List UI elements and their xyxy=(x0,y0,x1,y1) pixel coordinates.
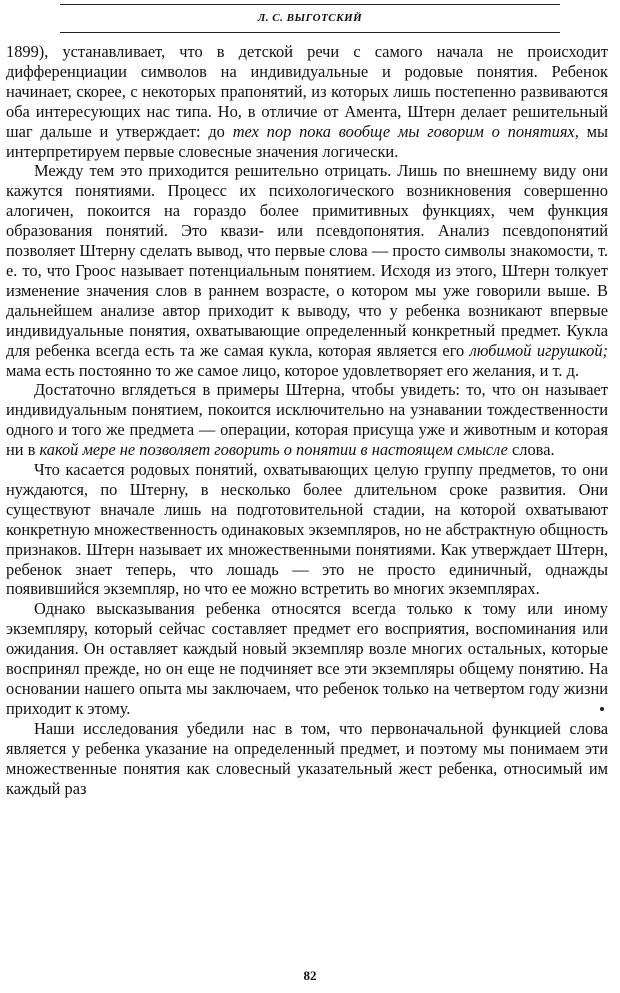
running-title: Л. С. ВЫГОТСКИЙ xyxy=(257,12,363,24)
text-run: Что касается родовых понятий, охватывающих целую группу предметов, то они нуждаются, по Штерну, в несколько более длительном сроке развития. Они существуют вначале лишь на подготовительной стадии, на которой охватывают конкретную множественность одинаковых экземпляров, но не абстрактную общность признаков. Штерн называет их множественными понятиями. Как утверждает Штерн, ребенок знает теперь, что лошадь — это не просто единичный, однажды появившийся экземпляр, но что ее можно встретить во многих экземплярах. xyxy=(6,460,608,599)
italic-text: любимой игрушкой; xyxy=(469,340,609,360)
text-run: Достаточно вглядеться в примеры Штерна, чтобы увидеть: то, что он называет индивидуальным понятием, покоится исключительно на узнавании тождественности одного и того же предмета — операции, которая присуща уже и животным и которая ни в xyxy=(6,380,608,460)
text-run: слова. xyxy=(507,440,555,460)
italic-text: какой мере не позволяет говорить о понятии в настоящем смысле xyxy=(39,440,508,460)
paragraph xyxy=(6,719,608,799)
text-run: мама есть постоянно то же самое лицо, которое удовлетворяет его желания, и т. д. xyxy=(6,360,580,380)
text-run: Между тем это приходится решительно отрицать. Лишь по внешнему виду они кажутся понятиями. Процесс их психологического возникновения совершенно алогичен, покоится на гораздо более примитивных функциях, чем функция образования понятий. Это квази- или псевдопонятия. Анализ псевдопонятий позволяет Штерну сделать вывод, что первые слова — просто символы знакомости, т. е. то, что Гроос называет потенциальным понятием. Исходя из этого, Штерн толкует изменение значения слов в раннем возрасте, о котором мы уже говорили выше. В дальнейшем анализе автор приходит к выводу, что у ребенка возникают впервые индивидуальные понятия, охватывающие определенный конкретный предмет. Кукла для ребенка всегда есть та же самая кукла, которая является его xyxy=(6,161,608,360)
italic-text: тех пор пока вообще мы говорим о понятиях, xyxy=(232,121,579,141)
paragraph xyxy=(6,380,608,460)
paragraph xyxy=(6,599,608,718)
header-rule xyxy=(60,4,560,5)
text-run: Наши исследования убедили нас в том, что первоначальной функцией слова является у ребенка указание на определенный предмет, и поэтому мы понимаем эти множественные понятия как словесный указательный жест ребенка, относимый им каждый раз xyxy=(6,718,608,798)
text-run: Однако высказывания ребенка относятся всегда только к тому или иному экземпляру, который сейчас составляет предмет его восприятия, воспоминания или ожидания. Он оставляет каждый новый экземпляр возле многих остальных, которые воспринял прежде, но он еще не подчиняет все эти экземпляры общему понятию. На основании нашего опыта мы заключаем, что ребенок только на четвертом году жизни приходит к этому. xyxy=(6,599,608,718)
paragraph xyxy=(6,42,608,161)
text-run: мы интерпретируем первые словесные значения логически. xyxy=(6,121,609,161)
margin-dot xyxy=(600,707,604,711)
body-text xyxy=(6,42,608,798)
paragraph xyxy=(6,460,608,599)
paragraph xyxy=(6,161,608,380)
text-run: 1899), устанавливает, что в детской речи с самого начала не происходит дифференциации символов на индивидуальные и родовые понятия. Ребенок начинает, скорее, с некоторых прапонятий, из которых лишь постепенно развиваются оба интересующих нас типа. Но, в отличие от Амента, Штерн делает решительный шаг дальше и утверждает: до xyxy=(6,42,608,141)
page-number: 82 xyxy=(303,968,317,983)
running-head xyxy=(60,2,560,33)
